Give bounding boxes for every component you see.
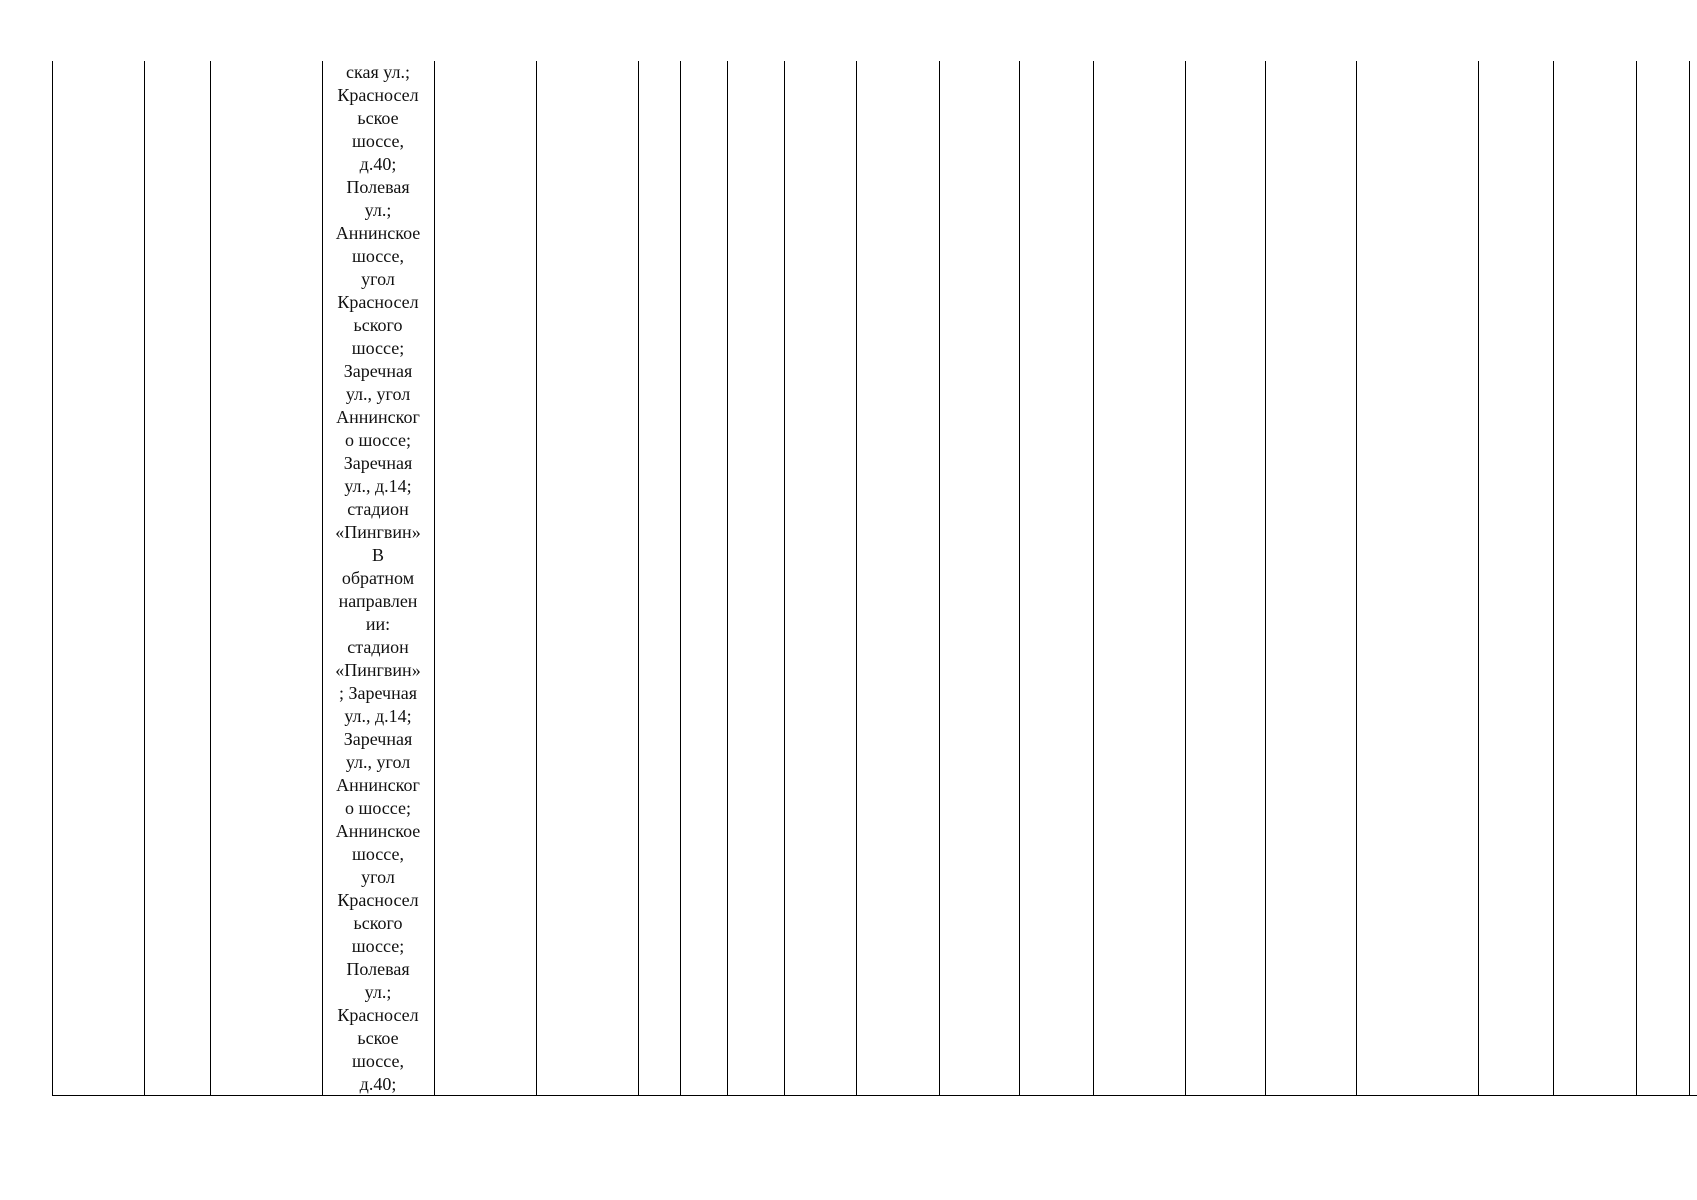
route-cell-line: шоссе, <box>352 246 404 266</box>
route-cell-line: угол <box>361 269 395 289</box>
column-border <box>638 61 639 1095</box>
route-cell-line: ул.; <box>364 982 392 1002</box>
route-cell-line: шоссе; <box>351 936 405 956</box>
column-border <box>1265 61 1266 1095</box>
column-border <box>784 61 785 1095</box>
route-cell-line: Заречная <box>343 361 413 381</box>
route-cell-line: шоссе, <box>352 1051 404 1071</box>
column-border <box>210 61 211 1095</box>
route-cell-line: Аннинског <box>336 407 420 427</box>
route-cell-line: ул., д.14; <box>344 706 412 726</box>
route-cell-line: ии: <box>365 614 391 634</box>
table-bottom-border <box>52 1095 1697 1096</box>
column-border <box>434 61 435 1095</box>
route-cell-line: Аннинског <box>336 775 420 795</box>
route-cell-line: ул., угол <box>345 752 411 772</box>
route-cell-line: д.40; <box>359 154 397 174</box>
route-cell-line: Красносел <box>337 292 419 312</box>
route-cell-line: обратном <box>341 568 415 588</box>
route-cell-line: Полевая <box>346 959 410 979</box>
route-cell-line: д.40; <box>359 1074 397 1094</box>
column-border <box>856 61 857 1095</box>
column-border <box>144 61 145 1095</box>
route-cell-line: «Пингвин» <box>335 660 421 680</box>
route-cell-line: Заречная <box>343 453 413 473</box>
route-cell-line: ская ул.; <box>346 62 410 82</box>
route-cell-line: ; Заречная <box>338 683 417 703</box>
route-stops-cell <box>322 61 434 1095</box>
route-cell-line: Красносел <box>337 890 419 910</box>
column-border <box>52 61 53 1095</box>
route-cell-line: Красносел <box>337 85 419 105</box>
route-cell-line: ул.; <box>364 200 392 220</box>
route-cell-line: угол <box>361 867 395 887</box>
route-cell-line: ьское <box>357 108 399 128</box>
column-border <box>1478 61 1479 1095</box>
route-cell-line: ьское <box>357 1028 399 1048</box>
column-border <box>680 61 681 1095</box>
route-cell-line: направлен <box>338 591 418 611</box>
route-cell-line: шоссе, <box>352 844 404 864</box>
schedule-table <box>52 61 1697 1095</box>
column-border <box>1019 61 1020 1095</box>
column-border <box>727 61 728 1095</box>
route-cell-line: стадион <box>347 499 409 519</box>
column-border <box>1553 61 1554 1095</box>
route-cell-line: о шоссе; <box>345 798 411 818</box>
route-cell-line: ьского <box>353 315 403 335</box>
route-cell-line: «Пингвин» <box>335 522 421 542</box>
route-cell-line: ул., д.14; <box>344 476 412 496</box>
column-border <box>536 61 537 1095</box>
column-border <box>1093 61 1094 1095</box>
route-cell-line: о шоссе; <box>345 430 411 450</box>
route-cell-line: Полевая <box>346 177 410 197</box>
route-cell-line: Красносел <box>337 1005 419 1025</box>
route-cell-line: Заречная <box>343 729 413 749</box>
route-cell-line: ул., угол <box>345 384 411 404</box>
column-border <box>1636 61 1637 1095</box>
route-cell-line: шоссе; <box>351 338 405 358</box>
route-cell-line: шоссе, <box>352 131 404 151</box>
column-border <box>1689 61 1690 1095</box>
route-cell-line: ьского <box>353 913 403 933</box>
route-cell-line: стадион <box>347 637 409 657</box>
route-cell-line: Аннинское <box>335 223 421 243</box>
column-border <box>1356 61 1357 1095</box>
route-cell-line: В <box>371 545 384 565</box>
route-cell-line: Аннинское <box>335 821 421 841</box>
column-border <box>939 61 940 1095</box>
column-border <box>1185 61 1186 1095</box>
